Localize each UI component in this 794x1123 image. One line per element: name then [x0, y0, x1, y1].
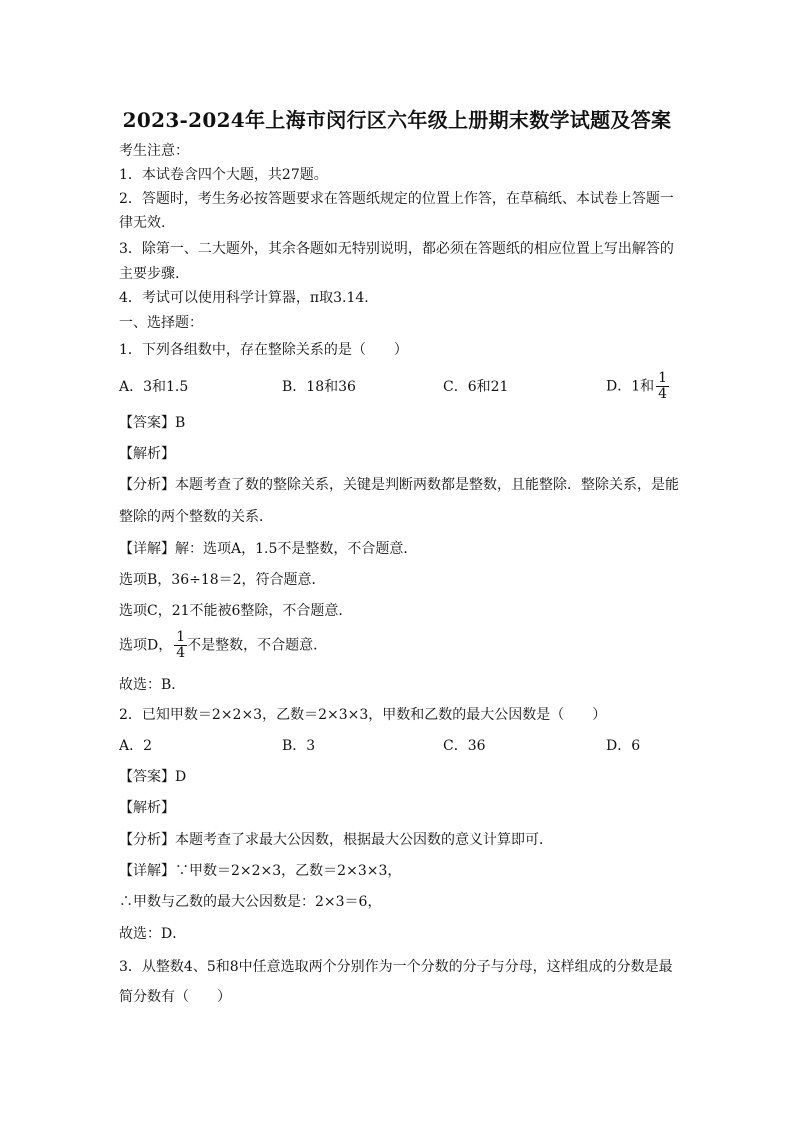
- q1-option-b-explanation: 选项B，36÷18＝2，符合题意．: [119, 572, 326, 588]
- note-3-line-1: 3．除第一、二大题外，其余各题如无特别说明，都必须在答题纸的相应位置上写出解答的: [119, 241, 674, 257]
- question-3-stem-line-1: 3．从整数4、5和8中任意选取两个分别作为一个分数的分子与分母，这样组成的分数是最: [119, 959, 673, 975]
- fraction-denominator: 4: [658, 386, 668, 402]
- section-heading: 一、选择题：: [119, 315, 203, 331]
- q2-option-d: D．6: [606, 738, 641, 754]
- q2-fenxi: 【分析】本题考查了求最大公因数，根据最大公因数的意义计算即可．: [119, 832, 553, 848]
- q2-option-b: B．3: [282, 738, 316, 754]
- q1-option-d-fraction: [656, 371, 669, 402]
- note-4: 4．考试可以使用科学计算器，π取3.14.: [119, 290, 369, 306]
- q1-option-d-exp-prefix: 选项D，: [119, 637, 173, 654]
- q2-analysis-tag: 【解析】: [119, 800, 175, 816]
- q1-analysis-tag: 【解析】: [119, 446, 175, 462]
- note-3-line-2: 主要步骤.: [119, 266, 180, 282]
- q1-option-d-label: D．1和: [606, 378, 655, 395]
- q1-xiangjie: 【详解】解：选项A，1.5不是整数，不合题意．: [119, 541, 418, 557]
- q1-answer: 【答案】B: [119, 415, 186, 431]
- q1-option-d-explanation: [119, 630, 327, 661]
- fraction-numerator: 1: [658, 370, 668, 386]
- q2-option-a: A．2: [119, 738, 153, 754]
- q2-answer: 【答案】D: [119, 769, 187, 785]
- q1-option-d: [606, 371, 669, 402]
- page-title: 2023-2024年上海市闵行区六年级上册期末数学试题及答案: [122, 108, 672, 132]
- q1-option-b: B．18和36: [282, 379, 356, 395]
- q1-option-a: A．3和1.5: [119, 379, 189, 395]
- q1-choice: 故选：B．: [119, 677, 186, 693]
- note-2-line-2: 律无效.: [119, 215, 166, 231]
- q2-choice: 故选：D．: [119, 926, 187, 942]
- question-2-stem: 2．已知甲数＝2×2×3，乙数＝2×3×3，甲数和乙数的最大公因数是（ ）: [119, 707, 607, 723]
- q1-option-c: C．6和21: [443, 379, 509, 395]
- note-2-line-1: 2．答题时，考生务必按答题要求在答题纸规定的位置上作答，在草稿纸、本试卷上答题一: [119, 191, 674, 207]
- q1-option-d-exp-fraction: [174, 630, 187, 661]
- q1-fenxi-line-1: 【分析】本题考查了数的整除关系，关键是判断两数都是整数，且能整除．整除关系，是能: [119, 477, 679, 493]
- notes-heading: 考生注意：: [119, 143, 189, 159]
- q1-option-d-exp-suffix: 不是整数，不合题意．: [187, 637, 328, 654]
- note-1: 1．本试卷含四个大题，共27题。: [119, 167, 328, 183]
- q1-option-c-explanation: 选项C，21不能被6整除，不合题意．: [119, 603, 353, 619]
- question-1-stem: 1．下列各组数中，存在整除关系的是（ ）: [119, 342, 408, 358]
- q2-therefore: ∴甲数与乙数的最大公因数是：2×3＝6，: [119, 894, 382, 910]
- fraction-numerator: 1: [176, 629, 186, 645]
- question-3-stem-line-2: 简分数有（ ）: [119, 989, 231, 1005]
- q2-xiangjie: 【详解】∵甲数＝2×2×3，乙数＝2×3×3，: [119, 863, 402, 879]
- q2-option-c: C．36: [443, 738, 486, 754]
- q1-fenxi-line-2: 整除的两个整数的关系．: [119, 509, 273, 525]
- fraction-denominator: 4: [176, 645, 186, 661]
